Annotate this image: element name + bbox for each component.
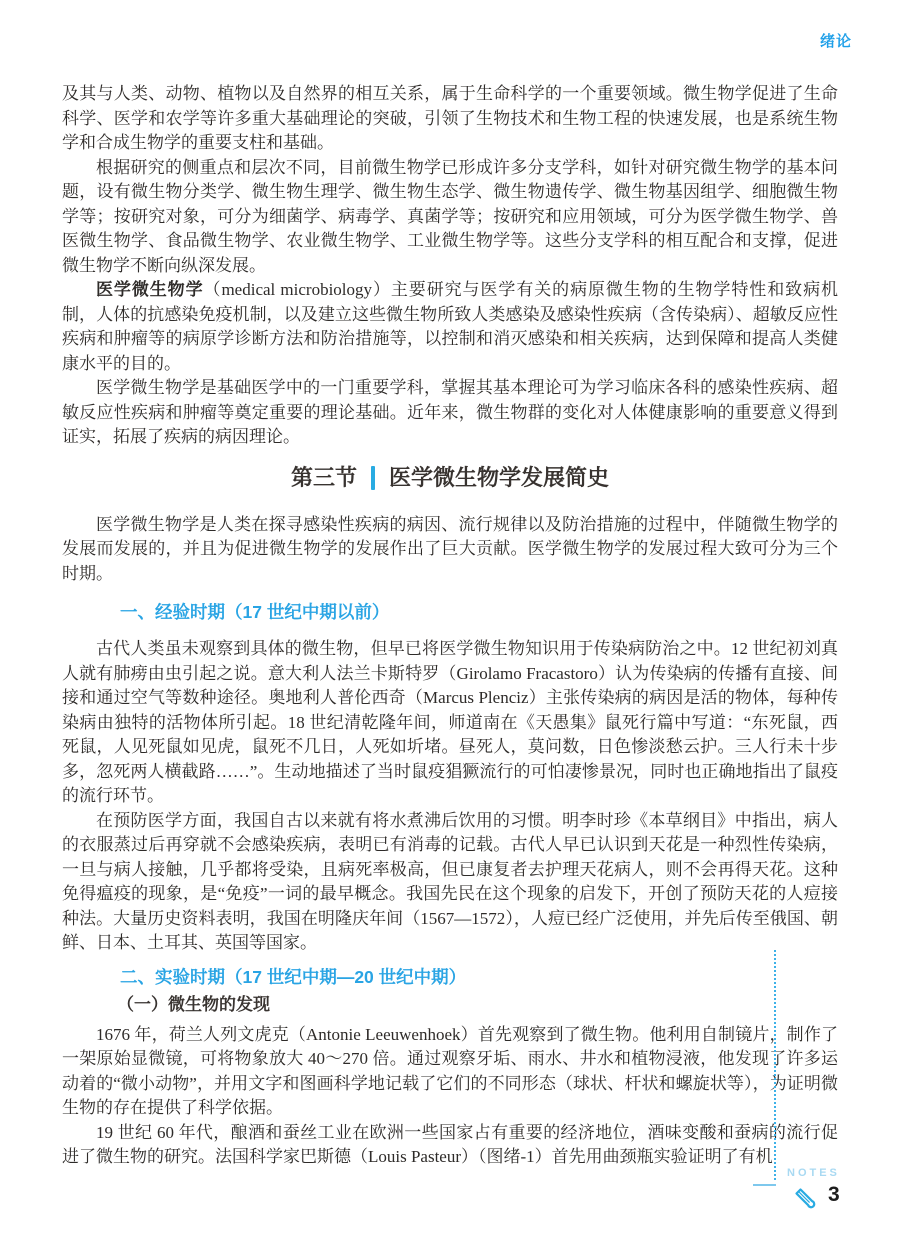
paragraph-leeuwenhoek-discovery: 1676 年，荷兰人列文虎克（Antonie Leeuwenhoek）首先观察到了微生物。他利用自制镜片，制作了一架原始显微镜，可将物象放大 40～270 倍。通过观察牙垢、雨水、井水和植物浸液，他发现了许多运动着的“微小动物”，并用文字和图画科学地记载了它们的不同形态（球状、杆状和螺旋状等），为证明微生物的存在提供了科学依据。	[62, 1024, 838, 1117]
section-heading	[62, 463, 838, 493]
subsection-heading-experimental-period: 二、实验时期（17 世纪中期—20 世纪中期）	[120, 966, 467, 987]
paragraph-definition-text: （medical microbiology）主要研究与医学有关的病原微生物的生物学特性和致病机制，人体的抗感染免疫机制，以及建立这些微生物所致人类感染及感染性疾病（含传染病）、超敏反应性疾病和肿瘤等的病原学诊断方法和防治措施等，以控制和消灭感染和相关疾病，达到保障和提高人类健康水平的目的。	[62, 280, 838, 373]
subsection-heading-empirical-period: 一、经验时期（17 世纪中期以前）	[120, 602, 390, 622]
section-divider-bar	[371, 466, 375, 490]
paragraph-continuation: 及其与人类、动物、植物以及自然界的相互关系，属于生命科学的一个重要领域。微生物学促进了生命科学、医学和农学等许多重大基础理论的突破，引领了生物技术和生物工程的快速发展，也是系统生物学和合成生物学的重要支柱和基础。	[62, 84, 838, 152]
paragraph-ancient-knowledge: 古代人类虽未观察到具体的微生物，但早已将医学微生物知识用于传染病防治之中。12 世纪初刘真人就有肺痨由虫引起之说。意大利人法兰卡斯特罗（Girolamo Fracastoro）认为传染病的传播有直接、间接和通过空气等数种途径。奥地利人普伦西奇（Marcus Plenciz）主张传染病的病因是活的物体，每种传染病由独特的活物体所引起。18 世纪清乾隆年间，师道南在《天愚集》鼠死行篇中写道：“东死鼠，西死鼠，人见死鼠如见虎，鼠死不几日，人死如圻堵。昼死人，莫问数，日色惨淡愁云护。三人行未十步多，忽死两人横截路……”。生动地描述了当时鼠疫猖獗流行的可怕凄惨景况，同时也正确地指出了鼠疫的流行环节。	[62, 639, 838, 805]
running-head-chapter: 绪论	[819, 33, 852, 50]
notes-label: NOTES	[787, 1167, 840, 1179]
paragraph-importance: 医学微生物学是基础医学中的一门重要学科，掌握其基本理论可为学习临床各科的感染性疾病、超敏反应性疾病和肿瘤等奠定重要的理论基础。近年来，微生物群的变化对人体健康影响的重要意义得到证实，拓展了疾病的病因理论。	[62, 378, 838, 446]
pen-icon	[790, 1183, 818, 1211]
paragraph-definition	[62, 278, 838, 376]
paragraph-section-intro: 医学微生物学是人类在探寻感染性疾病的病因、流行规律以及防治措施的过程中，伴随微生物学的发展而发展的，并且为促进微生物学的发展作出了巨大贡献。医学微生物学的发展过程大致可分为三个时期。	[62, 514, 838, 583]
minor-heading-microbe-discovery: （一）微生物的发现	[117, 994, 270, 1014]
section-title: 医学微生物学发展简史	[389, 464, 610, 490]
paragraph-pasteur: 19 世纪 60 年代，酿酒和蚕丝工业在欧洲一些国家占有重要的经济地位，酒味变酸和蚕病的流行促进了微生物的研究。法国科学家巴斯德（Louis Pasteur）（图绪-1）首先用曲颈瓶实验证明了有机	[62, 1122, 838, 1166]
page-number: 3	[828, 1183, 840, 1206]
section-number: 第三节	[290, 464, 357, 490]
notes-corner-dash	[753, 1184, 776, 1186]
notes-dotted-rule	[774, 950, 776, 1180]
term-medical-microbiology: 医学微生物学	[96, 280, 204, 299]
page-content	[62, 82, 838, 1170]
paragraph-preventive-medicine: 在预防医学方面，我国自古以来就有将水煮沸后饮用的习惯。明李时珍《本草纲目》中指出，病人的衣服蒸过后再穿就不会感染疾病，表明已有消毒的记载。古代人早已认识到天花是一种烈性传染病，一旦与病人接触，几乎都将受染，且病死率极高，但已康复者去护理天花病人，则不会再得天花。这种免得瘟疫的现象，是“免疫”一词的最早概念。我国先民在这个现象的启发下，开创了预防天花的人痘接种法。大量历史资料表明，我国在明隆庆年间（1567—1572），人痘已经广泛使用，并先后传至俄国、朝鲜、日本、土耳其、英国等国家。	[62, 810, 838, 952]
paragraph-branch-disciplines: 根据研究的侧重点和层次不同，目前微生物学已形成许多分支学科，如针对研究微生物学的基本问题，设有微生物分类学、微生物生理学、微生物生态学、微生物遗传学、微生物基因组学、细胞微生物学等；按研究对象，可分为细菌学、病毒学、真菌学等；按研究和应用领域，可分为医学微生物学、兽医微生物学、食品微生物学、农业微生物学、工业微生物学等。这些分支学科的相互配合和支撑，促进微生物学不断向纵深发展。	[62, 157, 838, 275]
